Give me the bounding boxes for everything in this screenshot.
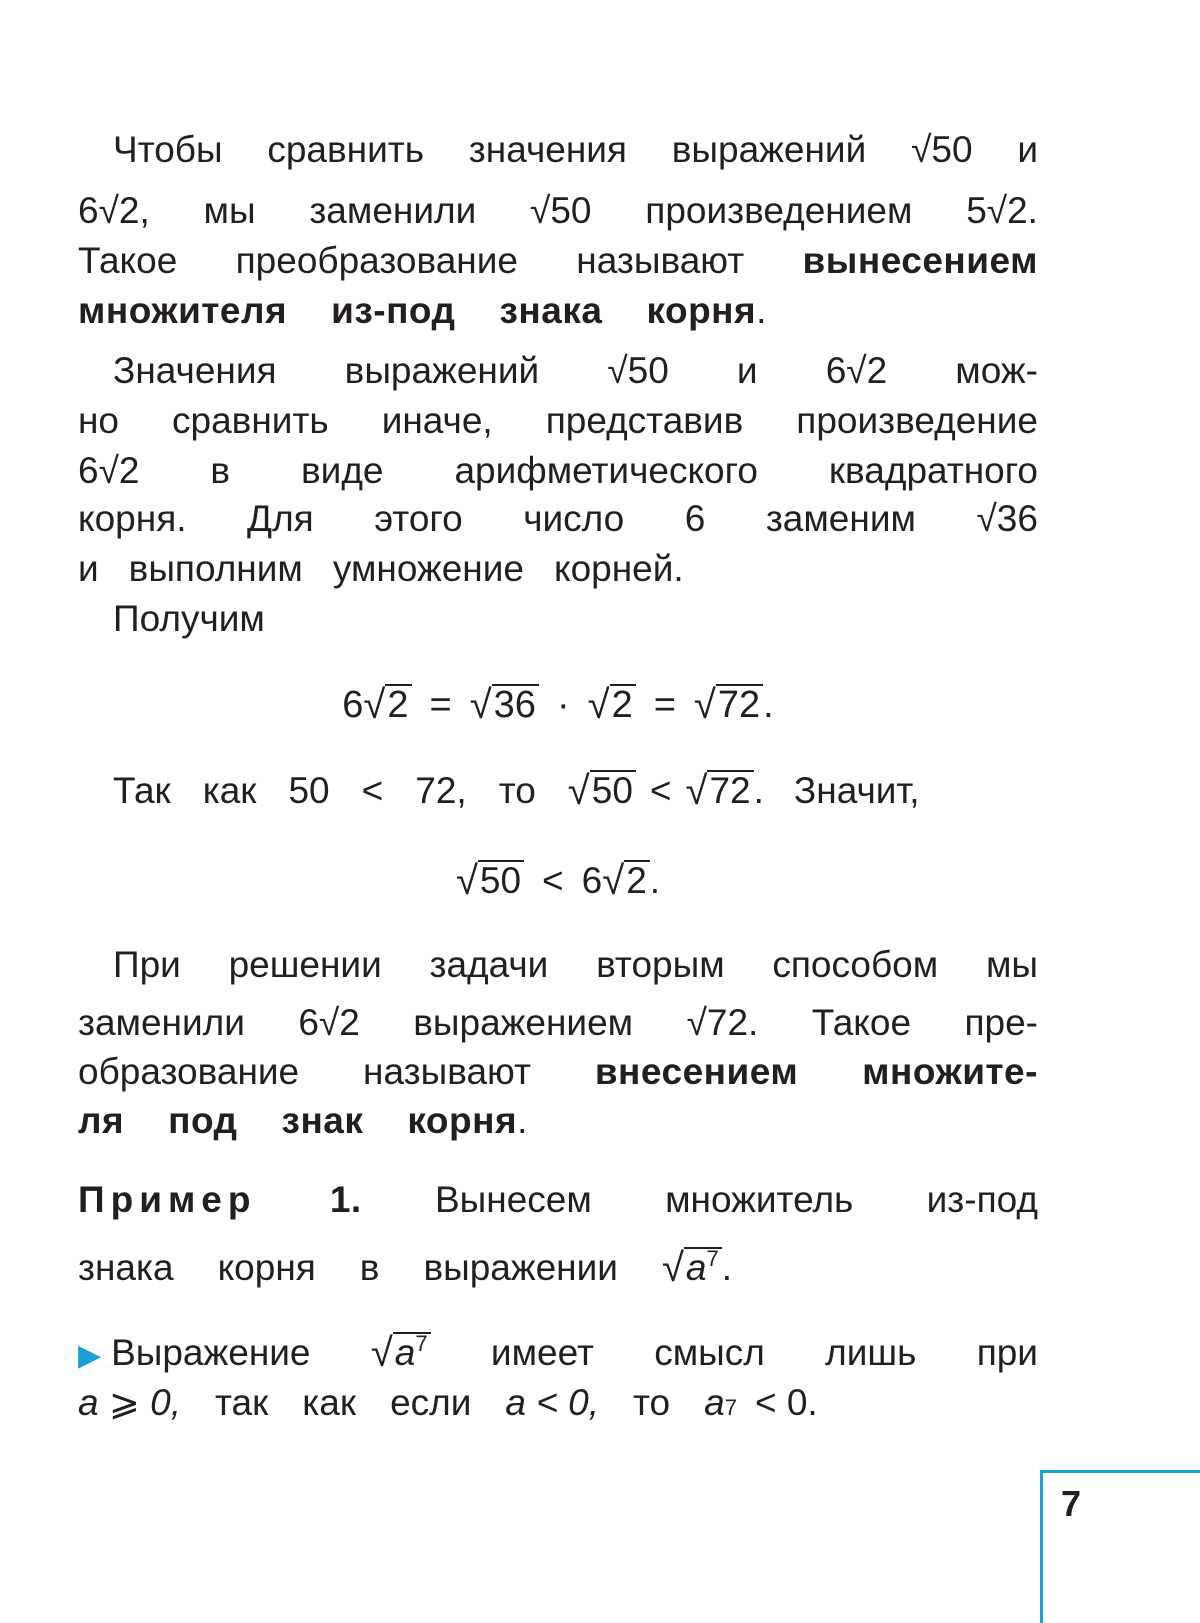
word: Выражение xyxy=(111,1332,311,1373)
page-number-box xyxy=(1040,1470,1200,1623)
word: в xyxy=(359,1247,380,1288)
radical-sign-icon: √ xyxy=(370,1331,393,1375)
word: имеет xyxy=(490,1332,594,1373)
word: и xyxy=(78,548,99,589)
less-than-sign: < xyxy=(649,770,672,811)
sqrt-expression: √36 xyxy=(976,498,1038,539)
word: но xyxy=(78,400,120,441)
variable-a: a xyxy=(704,1382,725,1423)
radicand: 36 xyxy=(492,684,539,724)
word: множитель xyxy=(665,1179,854,1220)
word: произведение xyxy=(796,400,1038,441)
radical-sign-icon: √ xyxy=(602,859,625,903)
word: называют xyxy=(576,240,745,281)
example-1-line-1 xyxy=(78,1175,1038,1225)
word: лишь xyxy=(825,1332,917,1373)
word: умножение xyxy=(332,548,524,589)
multiply-dot: · xyxy=(556,684,570,726)
sqrt-a-power-7 xyxy=(662,1243,732,1293)
word: называют xyxy=(363,1051,531,1092)
radicand: 72 xyxy=(716,684,763,724)
sqrt-a-power-7 xyxy=(370,1331,431,1375)
sqrt-expression: 5√2. xyxy=(966,190,1038,231)
punctuation: . xyxy=(721,1247,733,1288)
word: произведением xyxy=(645,190,913,231)
term-6-sqrt-2 xyxy=(582,856,660,906)
paragraph-1-line-3 xyxy=(78,236,1038,286)
word: Значения xyxy=(113,350,277,391)
word: выражением xyxy=(413,1002,634,1043)
sqrt-expression: √50 xyxy=(911,129,973,170)
word: иначе, xyxy=(381,400,493,441)
word: Получим xyxy=(113,598,265,639)
exponent: 7 xyxy=(415,1331,428,1356)
paragraph-3-line-2 xyxy=(78,998,1038,1048)
solution-start xyxy=(78,1328,311,1381)
paragraph-2-line-6 xyxy=(113,594,1038,644)
sqrt-expression: √50 xyxy=(530,190,592,231)
word: Так xyxy=(113,770,171,811)
word: то xyxy=(633,1382,671,1423)
paragraph-3-line-3 xyxy=(78,1047,1038,1097)
a-power-7-negative: a 7 < 0. xyxy=(704,1378,818,1428)
word: заменили xyxy=(78,1002,245,1043)
sqrt-expression: 6√2 xyxy=(298,1002,360,1043)
bold-term: под xyxy=(168,1100,238,1141)
word: вторым xyxy=(596,944,725,985)
paragraph-1-line-4 xyxy=(78,286,1038,336)
word: способом xyxy=(772,944,939,985)
coefficient: 6 xyxy=(581,860,603,901)
solution-line-2 xyxy=(78,1378,978,1428)
word: так xyxy=(215,1382,269,1423)
word: корней. xyxy=(553,548,684,589)
radical-sign-icon: √ xyxy=(693,683,716,727)
word: Вынесем xyxy=(434,1179,592,1220)
word: Такое xyxy=(811,1002,912,1043)
sqrt-2 xyxy=(587,683,636,727)
word: при xyxy=(976,1332,1038,1373)
formula-2 xyxy=(78,856,1038,906)
bold-term: знак xyxy=(281,1100,364,1141)
word: сравнить xyxy=(172,400,329,441)
radical-sign-icon: √ xyxy=(455,859,478,903)
word: выражении xyxy=(423,1247,618,1288)
condition-a-negative: a < 0, xyxy=(505,1382,600,1423)
word: заменим xyxy=(765,498,916,539)
bold-term: множителя xyxy=(78,290,288,331)
paragraph-3-line-1 xyxy=(113,940,1038,990)
bold-term: вынесением xyxy=(802,240,1038,281)
equals-sign: = xyxy=(429,684,452,726)
word: представив xyxy=(545,400,744,441)
paragraph-3-line-4 xyxy=(78,1096,1038,1146)
word: преобразование xyxy=(235,240,518,281)
paragraph-2-line-1 xyxy=(113,346,1038,396)
radicand xyxy=(684,1247,722,1287)
radical-sign-icon: √ xyxy=(567,769,590,813)
bold-term: корня xyxy=(407,1100,518,1141)
word: и xyxy=(1017,129,1038,170)
word: решении xyxy=(228,944,382,985)
radical-sign-icon: √ xyxy=(469,683,492,727)
word: если xyxy=(390,1382,472,1423)
sqrt-50 xyxy=(455,859,524,903)
word: Чтобы xyxy=(113,129,223,170)
paragraph-2-line-5 xyxy=(78,544,1038,594)
variable-a: a xyxy=(685,1247,707,1288)
number: 50 xyxy=(288,770,330,811)
radical-sign-icon: √ xyxy=(363,683,386,727)
radicand xyxy=(393,1332,431,1372)
sqrt-expression: √72. xyxy=(686,1002,759,1043)
since-line xyxy=(113,766,1013,816)
radical-sign-icon: √ xyxy=(661,1246,684,1290)
punctuation: . xyxy=(649,860,661,901)
number: 72, xyxy=(415,770,467,811)
sqrt-36 xyxy=(469,683,539,727)
sqrt-50 xyxy=(567,769,636,813)
bold-term: корня xyxy=(646,290,757,331)
word: 6 xyxy=(684,498,706,539)
paragraph-2-line-4 xyxy=(78,494,1038,544)
word: этого xyxy=(374,498,463,539)
word: задачи xyxy=(429,944,549,985)
example-label: Пример xyxy=(78,1179,257,1220)
punctuation: . xyxy=(756,290,767,331)
bold-term: из-под xyxy=(331,290,456,331)
sqrt-expression: 6√2 xyxy=(825,350,888,391)
paragraph-2-line-2 xyxy=(78,396,1038,446)
radical-sign-icon: √ xyxy=(685,769,708,813)
paragraph-1-line-1 xyxy=(113,125,1038,175)
sqrt-72 xyxy=(694,680,774,730)
word: пре- xyxy=(964,1002,1038,1043)
exponent: 7 xyxy=(706,1246,719,1271)
variable-a: a xyxy=(394,1332,416,1373)
radicand: 50 xyxy=(478,860,524,900)
coefficient: 6 xyxy=(342,684,364,726)
word: смысл xyxy=(654,1332,765,1373)
word: виде xyxy=(301,450,384,491)
word: арифметического xyxy=(454,450,758,491)
word: как xyxy=(202,770,257,811)
punctuation: . xyxy=(517,1100,528,1141)
radicand: 50 xyxy=(590,770,636,810)
word: мы xyxy=(985,944,1038,985)
bold-term: множите- xyxy=(862,1051,1038,1092)
formula-1 xyxy=(78,680,1038,730)
example-number: 1. xyxy=(329,1179,362,1220)
word: При xyxy=(113,944,181,985)
word: мы xyxy=(203,190,256,231)
term-6-sqrt-2 xyxy=(342,680,411,730)
bold-term: знака xyxy=(499,290,603,331)
word: заменили xyxy=(309,190,477,231)
paragraph-2-line-3 xyxy=(78,446,1038,496)
word: Значит, xyxy=(793,770,920,811)
bold-term: внесением xyxy=(594,1051,799,1092)
radicand: 2 xyxy=(610,684,636,724)
sqrt-expression: √50 xyxy=(607,350,669,391)
condition-a-nonnegative: a ⩾ 0, xyxy=(78,1382,181,1423)
play-arrow-icon: ▶ xyxy=(78,1339,102,1372)
bold-term: ля xyxy=(78,1100,125,1141)
radicand: 2 xyxy=(624,860,650,900)
example-1-line-2 xyxy=(78,1243,1038,1293)
punctuation: . xyxy=(753,770,764,811)
word: сравнить xyxy=(267,129,424,170)
sqrt-expression: 6√2, xyxy=(78,190,150,231)
word: то xyxy=(498,770,536,811)
punctuation: . xyxy=(763,684,774,726)
sqrt-expression: 6√2 xyxy=(78,450,140,491)
word: выражений xyxy=(671,129,867,170)
word: из-под xyxy=(926,1179,1038,1220)
sqrt-72 xyxy=(686,766,764,816)
word: выполним xyxy=(128,548,303,589)
less-than-sign: < xyxy=(361,770,384,811)
radical-sign-icon: √ xyxy=(587,683,610,727)
page-number: 7 xyxy=(1061,1483,1082,1524)
less-than-zero: < 0. xyxy=(754,1382,818,1423)
word: образование xyxy=(78,1051,300,1092)
word: и xyxy=(736,350,758,391)
solution-line-1 xyxy=(78,1328,1038,1378)
word: как xyxy=(302,1382,357,1423)
equals-sign: = xyxy=(653,684,676,726)
word: мож- xyxy=(955,350,1038,391)
less-than-sign: < xyxy=(542,860,564,901)
word: знака xyxy=(78,1247,174,1288)
word: корня xyxy=(217,1247,316,1288)
word: выражений xyxy=(344,350,540,391)
word: корня. xyxy=(78,498,187,539)
word: значения xyxy=(468,129,627,170)
word: Такое xyxy=(78,240,178,281)
paragraph-1-line-2 xyxy=(78,186,1038,236)
word: Для xyxy=(247,498,314,539)
radicand: 72 xyxy=(707,770,753,810)
word: в xyxy=(210,450,231,491)
radicand: 2 xyxy=(385,684,411,724)
word: квадратного xyxy=(828,450,1038,491)
word: число xyxy=(523,498,625,539)
